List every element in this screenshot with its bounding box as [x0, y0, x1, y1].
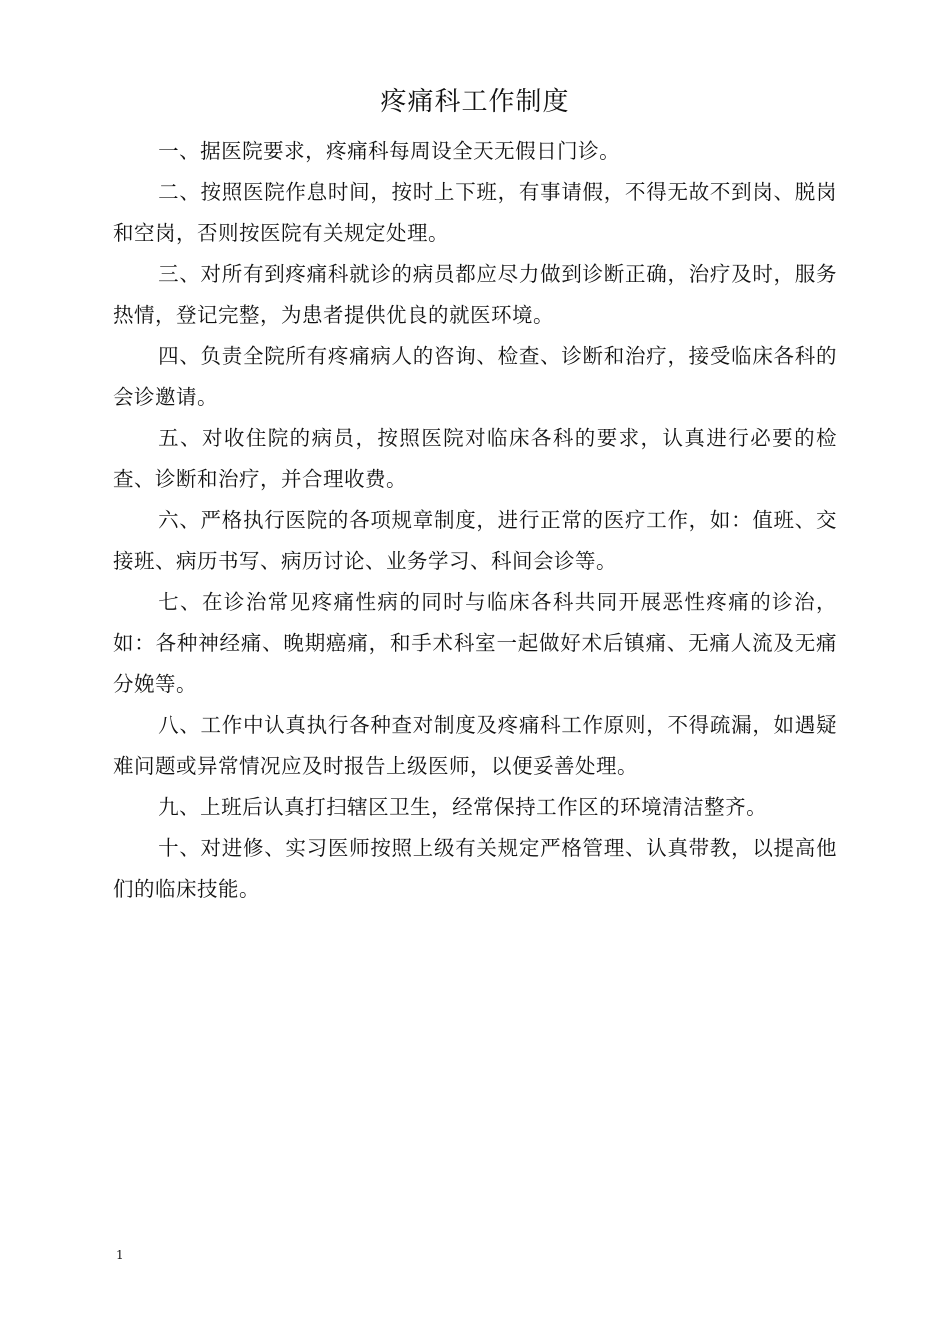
paragraph-8: 八、工作中认真执行各种查对制度及疼痛科工作原则，不得疏漏，如遇疑难问题或异常情况应及时报告上级医师，以便妥善处理。 — [113, 713, 837, 778]
document-title: 疼痛科工作制度 — [380, 87, 570, 117]
paragraph-7: 七、在诊治常见疼痛性病的同时与临床各科共同开展恶性疼痛的诊治，如：各种神经痛、晚期癌痛，和手术科室一起做好术后镇痛、无痛人流及无痛分娩等。 — [113, 590, 837, 696]
page-number: 1 — [116, 1248, 124, 1262]
paragraph-1: 一、据医院要求，疼痛科每周设全天无假日门诊。 — [158, 139, 621, 163]
paragraph-10: 十、对进修、实习医师按照上级有关规定严格管理、认真带教，以提高他们的临床技能。 — [113, 836, 837, 901]
paragraph-5: 五、对收住院的病员，按照医院对临床各科的要求，认真进行必要的检查、诊断和治疗，并合理收费。 — [113, 426, 837, 491]
paragraph-3: 三、对所有到疼痛科就诊的病员都应尽力做到诊断正确，治疗及时，服务热情，登记完整，为患者提供优良的就医环境。 — [113, 262, 837, 327]
paragraph-9: 九、上班后认真打扫辖区卫生，经常保持工作区的环境清洁整齐。 — [158, 795, 768, 819]
paragraph-6: 六、严格执行医院的各项规章制度，进行正常的医疗工作，如：值班、交接班、病历书写、病历讨论、业务学习、科间会诊等。 — [113, 508, 837, 573]
document-body — [113, 131, 837, 910]
paragraph-2: 二、按照医院作息时间，按时上下班，有事请假，不得无故不到岗、脱岗和空岗，否则按医院有关规定处理。 — [113, 180, 837, 245]
paragraph-4: 四、负责全院所有疼痛病人的咨询、检查、诊断和治疗，接受临床各科的会诊邀请。 — [113, 344, 837, 409]
